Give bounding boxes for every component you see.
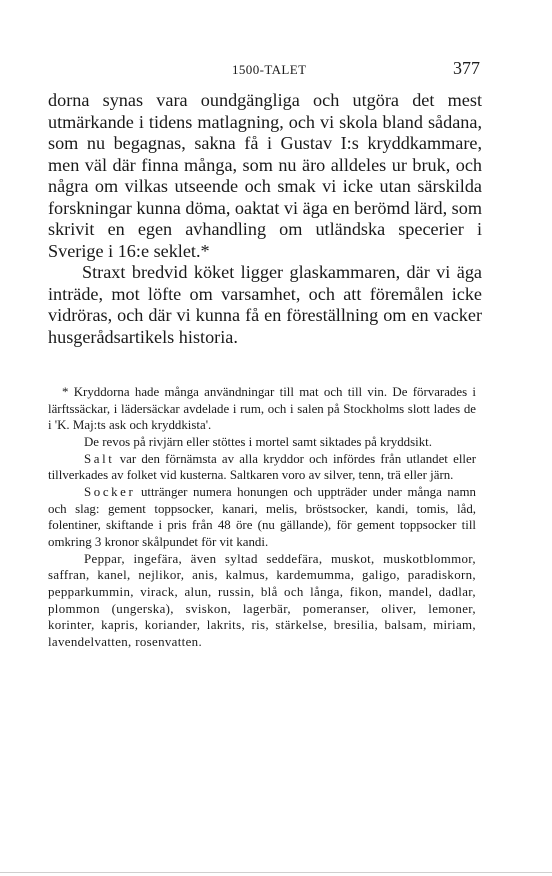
footnote-text: uttränger numera honungen och uppträder under många namn och slag: gement toppsocker, kanari, melis, bröstsocker, kandi, tomis, låd, folentiner, skiftande i pris från 48 öre (nu gällande), för gement toppsocker till omkring 3 kronor skålpundet för vit kandi.: [48, 484, 476, 549]
footnote: De revos på rivjärn eller stöttes i mortel samt siktades på kryddsikt.: [84, 434, 432, 449]
footnote-keyword: Socker: [84, 484, 136, 499]
footnote: [48, 484, 476, 551]
page-header: [40, 60, 480, 84]
footnote-text: var den förnämsta av alla kryddor och infördes från utlandet eller tillverkades av folket vid kusterna. Saltkaren voro av silver, tenn, trä eller järn.: [48, 451, 476, 483]
footnote-keyword: Salt: [84, 451, 115, 466]
footnote: [48, 451, 476, 484]
page-number: 377: [453, 58, 480, 78]
body-paragraph: dorna synas vara oundgängliga och utgöra det mest utmärkande i tidens matlagning, och vi skola bland sådana, som nu begagnas, sakna få i Gustav I:s kryddkammare, men väl där finna många, som nu äro alldeles ur bruk, och några om vilkas utseende och smak vi icke utan särskilda forskningar kunna döma, oaktat vi äga en berömd lärd, som skrivit en egen avhandling om utländska specerier i Sverige i 16:e seklet.*: [48, 90, 482, 261]
footnotes: [48, 384, 476, 651]
footnote: * Kryddorna hade många användningar till mat och till vin. De förvarades i lärftssäckar, i lädersäckar avdelade i rum, och i salen på Stockholms slott lades de i 'K. Maj:ts ask och kryddkista'.: [48, 385, 476, 433]
main-text: [48, 90, 482, 348]
page-edge-divider: [0, 872, 552, 873]
footnote-spice-list: Peppar, ingefära, även syltad seddefära, muskot, muskotblommor, saffran, kanel, nejlikor, anis, kalmus, kardemumma, galigo, paradiskorn, pepparkummin, virack, alun, russin, blå och långa, fikon, mandel, dadlar, plommon (ungerska), sviskon, lagerbär, pomeranser, oliver, lemoner, korinter, kapris, koriander, lakrits, ris, stärkelse, bresilia, balsam, miriam, lavendelvatten, rosenvatten.: [48, 551, 476, 649]
running-title: 1500-TALET: [232, 62, 307, 77]
body-paragraph: Straxt bredvid köket ligger glaskammaren, där vi äga inträde, mot löfte om varsamhet, och att föremålen icke vidröras, och där vi kunna få en föreställning om en vacker husgerådsartikels historia.: [48, 262, 482, 347]
